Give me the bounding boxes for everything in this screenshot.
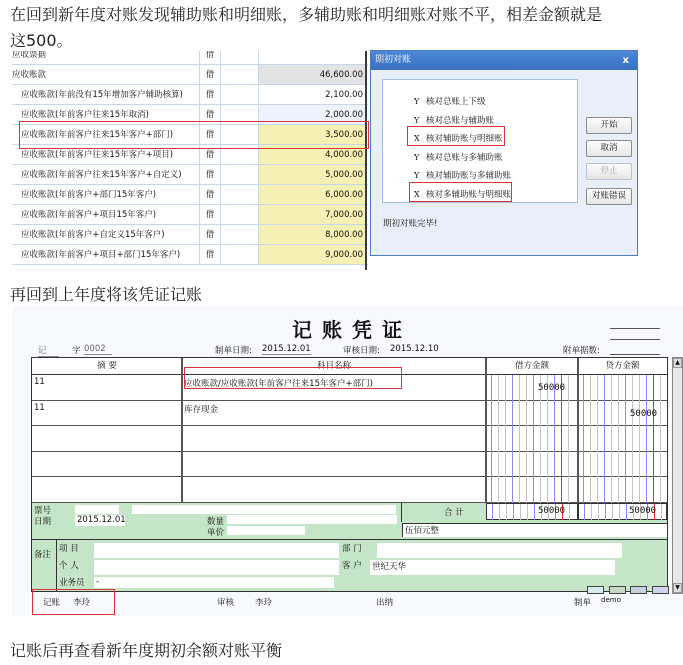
account-name: 应收账款(年前客户+部门15年客户): [21, 190, 157, 200]
voucher-zi-label: 字: [72, 346, 81, 356]
total-label: 合 计: [444, 508, 464, 518]
maker-name: demo: [601, 596, 621, 604]
direction: 借: [199, 65, 221, 84]
opening-amount[interactable]: [259, 51, 366, 64]
table-row[interactable]: [12, 85, 368, 105]
table-row[interactable]: [12, 225, 368, 245]
header-debit: 借方金额: [486, 358, 578, 375]
direction: 借: [199, 205, 221, 224]
voucher-number[interactable]: 0002: [84, 344, 112, 354]
check-item: Y 核对总账与辅助账: [414, 115, 495, 126]
department-field[interactable]: [377, 543, 622, 558]
fail-mark-icon: X: [414, 189, 420, 199]
voucher-entry-row[interactable]: [32, 401, 667, 427]
header-account: 科目名称: [182, 358, 486, 375]
fail-mark-icon: X: [414, 134, 420, 143]
entry-account[interactable]: 库存现金: [184, 404, 219, 415]
entry-debit[interactable]: 50000: [538, 383, 566, 393]
opening-amount[interactable]: 4,000.00: [259, 145, 366, 164]
opening-amount[interactable]: 9,000.00: [259, 245, 366, 264]
voucher-notes-area: 备注 项 目 个 人 业务员 - 部 门 客 户 世纪天华: [31, 539, 668, 592]
check-item: X 核对多辅助账与明细账: [414, 189, 512, 200]
account-name: 应收票据: [12, 51, 47, 60]
opening-balance-table: [12, 51, 368, 270]
ticket-number-field[interactable]: [75, 505, 119, 514]
account-name: 应收账款(年前客户+自定义15年客户): [21, 230, 165, 240]
voucher-type[interactable]: 记: [38, 344, 59, 356]
opening-amount[interactable]: 8,000.00: [259, 225, 366, 244]
table-row[interactable]: [12, 245, 368, 265]
opening-amount[interactable]: 3,500.00: [259, 125, 366, 144]
highlight-row-box: [19, 121, 369, 149]
account-name: 应收账款(年前客户往来15年客户+项目): [21, 150, 174, 160]
opening-amount[interactable]: 2,000.00: [259, 105, 366, 124]
direction: 借: [199, 105, 221, 124]
check-item: Y 核对辅助账与多辅助账: [414, 171, 512, 181]
scroll-down-icon[interactable]: ▼: [673, 583, 682, 593]
pass-mark-icon: Y: [414, 115, 420, 125]
made-date-label: 制单日期:: [215, 346, 252, 356]
direction: 借: [199, 145, 221, 164]
ticket-extra-field[interactable]: [132, 505, 396, 514]
direction: 借: [199, 125, 221, 144]
person-field[interactable]: [94, 560, 339, 575]
account-name: 应收账款(年前客户往来15年取消): [21, 110, 149, 120]
direction: 借: [199, 225, 221, 244]
scan-icon[interactable]: [609, 586, 626, 594]
step-paragraph: 再回到上年度将该凭证记账: [10, 285, 203, 304]
table-row[interactable]: [12, 185, 368, 205]
highlight-check-box-1: [407, 126, 505, 146]
account-name: 应收账款: [12, 70, 47, 80]
voucher-entry-row[interactable]: [32, 426, 667, 452]
check-item: Y 核对总账上下级: [414, 97, 486, 107]
direction: 借: [199, 165, 221, 184]
entry-credit[interactable]: 50000: [630, 408, 658, 419]
salesman-field[interactable]: -: [94, 577, 334, 588]
table-row[interactable]: [12, 205, 368, 225]
header-summary: 摘 要: [32, 358, 182, 375]
check-item: X 核对辅助账与明细账: [414, 134, 503, 144]
opening-amount[interactable]: 5,000.00: [259, 165, 366, 184]
entry-summary[interactable]: 11: [34, 402, 45, 413]
direction: 借: [199, 245, 221, 264]
pass-mark-icon: Y: [414, 171, 420, 180]
opening-amount[interactable]: 46,600.00: [259, 65, 366, 84]
quantity-field[interactable]: [227, 515, 397, 524]
customer-field[interactable]: 世纪天华: [370, 560, 615, 575]
entry-summary[interactable]: 11: [34, 377, 45, 387]
entry-account[interactable]: 应收账款/应收账款(年前客户往来15年客户+部门): [184, 379, 373, 389]
intro-paragraph-cont: 这500。: [10, 31, 73, 50]
account-name: 应收账款(年前客户+项目+部门15年客户): [21, 250, 181, 260]
opening-amount[interactable]: 7,000.00: [259, 205, 366, 224]
account-name: 应收账款(年前客户往来15年客户+部门): [21, 130, 174, 140]
expand-down-icon[interactable]: [652, 586, 669, 594]
pass-mark-icon: Y: [414, 97, 420, 106]
attach-count-label: 附单据数:: [563, 346, 600, 356]
highlight-poster-box: [32, 589, 115, 615]
ticket-date-field[interactable]: 2015.12.01: [77, 515, 126, 525]
voucher-signatures: 记账 李玲 审核 李玲 出纳 制单 demo: [43, 596, 621, 608]
audit-date-label: 审核日期:: [343, 346, 380, 356]
voucher-scrollbar[interactable]: [672, 357, 683, 594]
pass-mark-icon: Y: [414, 152, 420, 162]
highlight-check-box-2: [409, 182, 512, 202]
check-item: Y 核对总账与多辅助账: [414, 152, 503, 163]
voucher-entry-row[interactable]: [32, 452, 667, 478]
account-name: 应收账款(年前客户往来15年客户+自定义): [21, 170, 182, 180]
auditor-name: 李玲: [255, 598, 273, 608]
project-field[interactable]: [94, 543, 339, 558]
table-row[interactable]: [12, 51, 368, 65]
unit-price-field[interactable]: [227, 526, 305, 535]
highlight-account-box: [184, 367, 402, 389]
amount-in-words: 伍佰元整: [402, 523, 667, 537]
direction: 借: [199, 51, 221, 64]
direction: 借: [199, 85, 221, 104]
opening-reconcile-dialog: [370, 50, 638, 256]
scroll-up-icon[interactable]: ▲: [673, 358, 682, 368]
made-date[interactable]: 2015.12.01: [262, 344, 311, 354]
close-icon[interactable]: x: [622, 55, 629, 66]
image-icon[interactable]: [587, 586, 604, 594]
poster-name: 李玲: [73, 598, 91, 608]
voucher-title: 记账凭证: [292, 318, 412, 342]
intro-paragraph: 在回到新年度对账发现辅助账和明细账，多辅助账和明细账对账不平，相差金额就是: [10, 5, 603, 24]
total-credit: 50000: [629, 506, 657, 516]
opening-amount[interactable]: 2,100.00: [325, 90, 363, 100]
status-text: 期初对账完毕!: [383, 219, 438, 229]
opening-amount[interactable]: 6,000.00: [259, 185, 366, 204]
total-debit: 50000: [538, 506, 566, 516]
voucher-summary-area: 票号 日期 2015.12.01 数量 单价 合 计 50000 50000 伍佰元整: [31, 503, 668, 539]
voucher-entry-row[interactable]: [32, 477, 667, 503]
account-name: 应收账款(年前客户+项目15年客户): [21, 210, 157, 220]
header-credit: 贷方金额: [578, 358, 667, 375]
audit-date: 2015.12.10: [390, 344, 439, 354]
stop-button[interactable]: 停止: [586, 163, 632, 180]
table-row[interactable]: [12, 165, 368, 185]
start-button[interactable]: 开始: [586, 117, 632, 134]
attach-count-field[interactable]: [610, 354, 660, 355]
conclusion-paragraph: 记账后再查看新年度期初余额对账平衡: [10, 641, 283, 660]
reconcile-errors-button[interactable]: 对账错误: [586, 188, 632, 205]
dialog-title: 期初对账: [371, 51, 637, 70]
direction: 借: [199, 185, 221, 204]
edit-icon[interactable]: [630, 586, 647, 594]
account-name: 应收账款(年前没有15年增加客户辅助核算): [21, 90, 183, 100]
cancel-button[interactable]: 取消: [586, 140, 632, 157]
table-row[interactable]: [12, 65, 368, 85]
voucher-window: [12, 306, 683, 616]
